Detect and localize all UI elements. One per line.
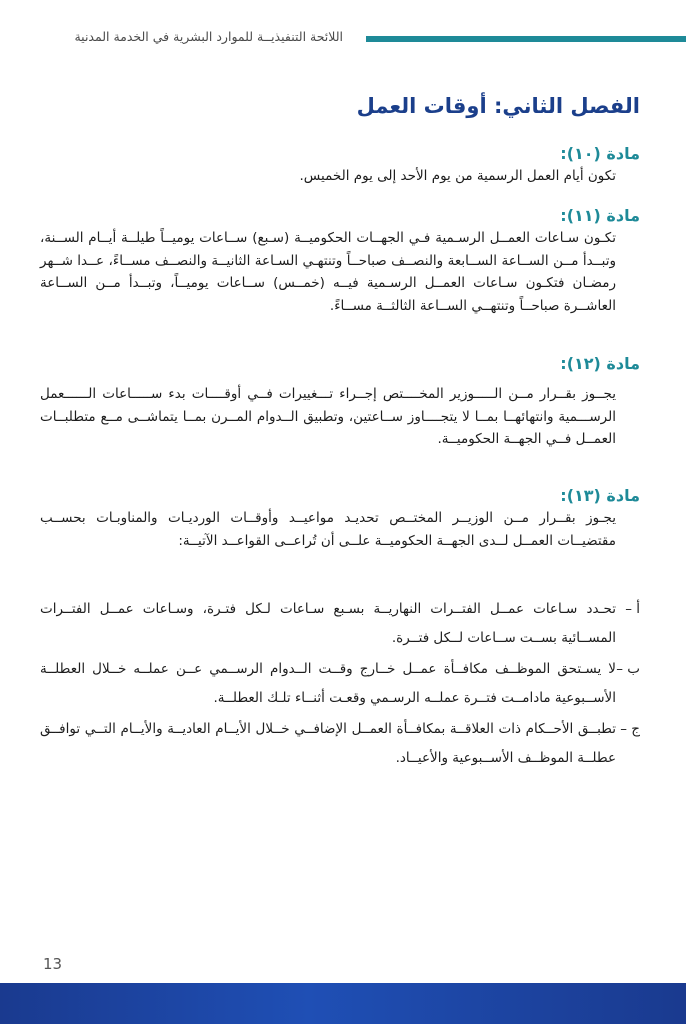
article-10 (40, 143, 640, 188)
article-13-rules-list (40, 595, 640, 775)
list-item (40, 715, 640, 773)
document-header-title: اللائحة التنفيذيــة للموارد البشرية في الخدمة المدنية (74, 29, 343, 44)
article-11 (40, 205, 640, 317)
article-13-heading: مادة (١٣): (560, 486, 640, 505)
list-marker: ج – (620, 721, 640, 737)
article-11-heading: مادة (١١): (560, 206, 640, 225)
article-10-heading: مادة (١٠): (560, 144, 640, 163)
list-marker: أ – (625, 601, 640, 617)
footer-band (0, 983, 686, 1024)
list-item-text: تطبــق الأحــكام ذات العلاقــة بمكافــأة العمــل الإضافــي خــلال الأيــام العاديــة والأيــام التــي توافــق عطلــة الموظــف الأســبوعية والأعيــاد. (40, 721, 616, 766)
article-12-heading: مادة (١٢): (560, 354, 640, 373)
list-item-text: تحـدد سـاعات عمــل الفتــرات النهاريــة بسـبع سـاعات لـكل فتـرة، وسـاعات عمــل الفتــرات المســائية بســت ســاعات لــكل فتــرة. (40, 601, 616, 646)
article-12-text: يجــوز بقــرار مــن الـــــوزير المخــــتص إجــراء تـــغييرات فــي أوقــــات بدء ســـــاعات الــــــعمل الرســـمية وانتهائهــا بمــا لا يتجــــاوز ســاعتين، وتطبيق الــدوام المــرن بمــا يتماشــى مــع متطلبــات العمــل فــي الجهــة الحكوميــة. (40, 386, 616, 447)
page-number: 13 (43, 955, 63, 973)
list-marker: ب – (616, 661, 640, 677)
article-10-text: تكون أيام العمل الرسمية من يوم الأحد إلى يوم الخميس. (299, 168, 616, 184)
chapter-title: الفصل الثاني: أوقات العمل (356, 94, 640, 118)
list-item-text: لا يسـتحق الموظــف مكافــأة عمــل خــارج وقــت الــدوام الرســمي عــن عملــه خــلال العطلــة الأســبوعية مادامــت فتــرة عملــه الرسـمي وقعـت أثنــاء تلـك العطلــة. (40, 661, 616, 706)
header-accent-bar (366, 36, 686, 42)
list-item (40, 655, 640, 713)
article-13 (40, 485, 640, 552)
article-12 (40, 353, 640, 451)
list-item (40, 595, 640, 653)
article-13-text: يجـوز بقــرار مــن الوزيــر المختــص تحديـد مواعيــد وأوقــات الورديـات والمناوبـات بحســب مقتضيــات العمــل لــدى الجهــة الحكوميــة علــى أن تُراعــى القواعــد الآتيــة: (40, 510, 616, 549)
article-11-text: تكـون سـاعات العمــل الرسـمية فـي الجهــات الحكوميــة (سـبع) ســاعات يوميــاً طيلــة أيــام الســنة، وتبــدأ مــن الســاعة الســابعة والنصــف صباحــاً وتنتهـي السـاعة الثانيــة والنصــف مســاءً، عــدا شــهر رمضـان فتكـون سـاعات العمــل الرسـمية فيــه (خمــس) ســاعات يوميــاً، وتبــدأ مــن الســاعة العاشــرة صباحــاً وتنتهــي الســاعة الثالثــة مســاءً. (40, 230, 616, 314)
